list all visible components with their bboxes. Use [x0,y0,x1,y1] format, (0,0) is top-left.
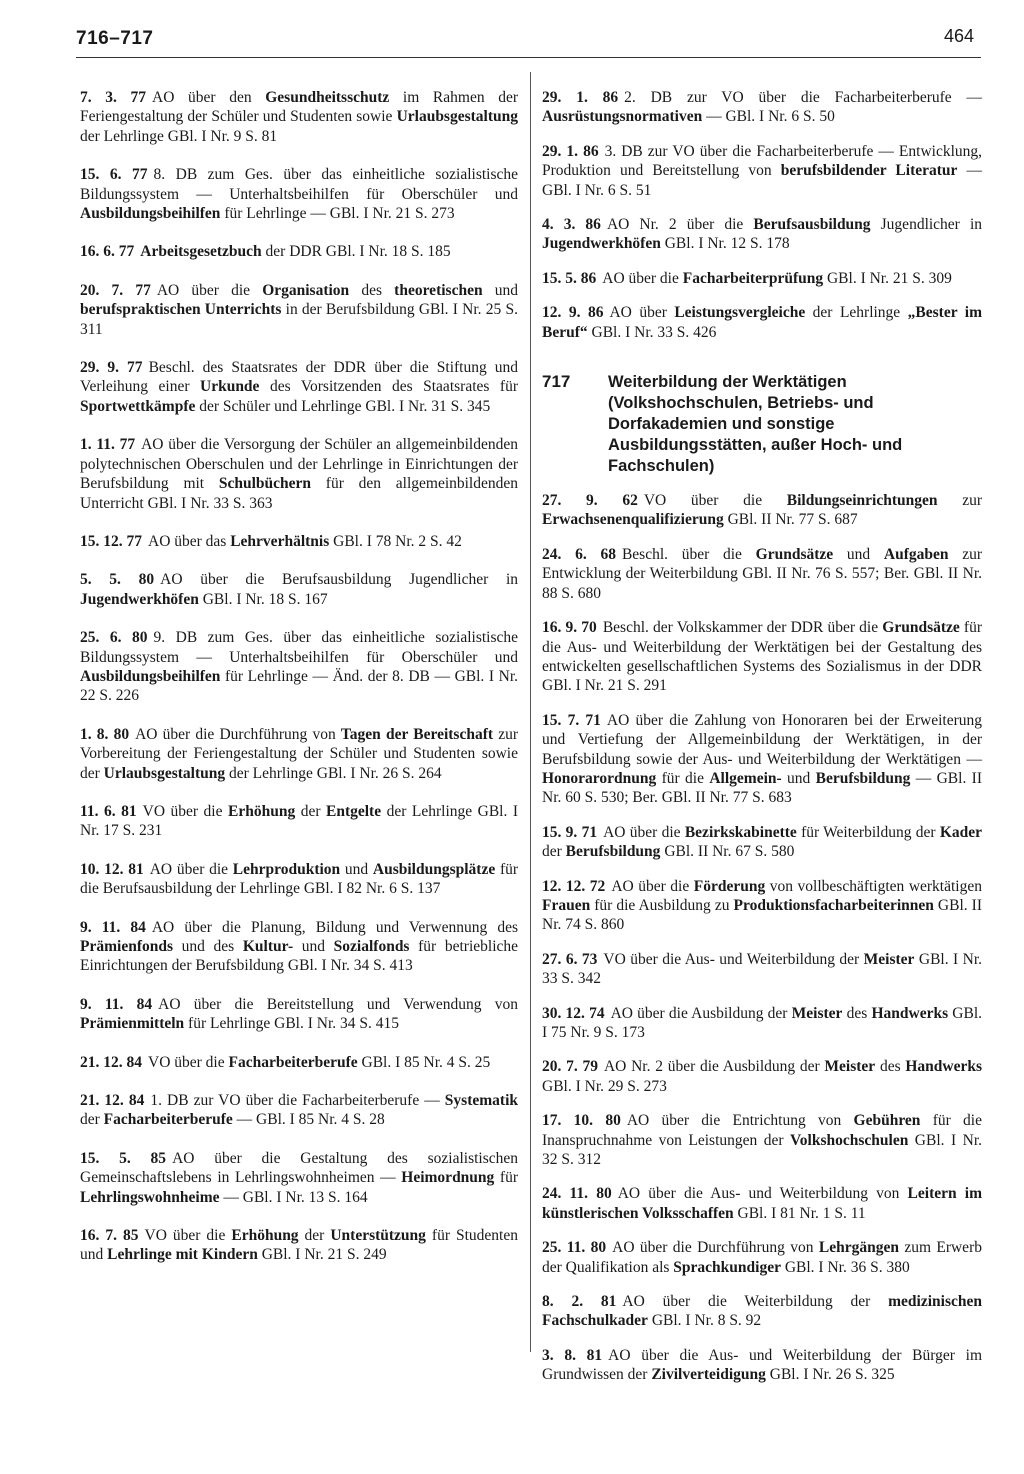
entry-text: AO über die Aus- und Weiterbildung der Bürger im Grundwissen der [542,1346,982,1384]
entry-keyword: Ausrüstungsnormativen [542,108,703,126]
entry-text: GBl. I Nr. 21 S. 249 [257,1246,387,1264]
entry-text: Jugendlicher in [870,216,982,234]
entry-text: 1. DB zur VO über die Facharbeiterberufe — [150,1092,445,1110]
law-entry [80,242,518,261]
entry-date: 24. 6. 68 [542,545,616,563]
entry-text: AO über den [152,89,266,106]
entry-text: VO über die [144,1227,232,1245]
entry-keyword: Lehrgängen [818,1239,899,1257]
entry-text: GBl. II Nr. 67 S. 580 [660,843,795,861]
entry-keyword: Jugendwerkhöfen [542,235,661,253]
entry-keyword: Berufsbildung [565,843,661,861]
entry-keyword: Grundsätze [882,619,960,637]
entry-text: und [833,545,884,563]
entry-text: AO über die Berufsausbildung Jugendlicher in [160,571,519,589]
entry-text: für [494,1169,519,1187]
entry-keyword: Meister [824,1058,876,1076]
entry-keyword: Aufgaben [883,545,949,563]
right-column [542,88,982,1400]
law-entry [80,1091,518,1130]
right-column-entries-bottom [542,491,982,1385]
entry-date: 16. 6. 77 [80,243,135,261]
law-entry [542,1346,982,1385]
law-entry [542,88,982,127]
entry-text: AO über die Versorgung der Schüler an allgemeinbildenden polytechnischen Oberschulen und der Lehrlinge in Einrichtungen der Berufsbildung mit [80,436,518,493]
entry-text: und [293,938,334,955]
law-entry [80,1053,518,1072]
entry-keyword: Kader [939,823,983,841]
entry-keyword: Lehrlinge mit Kindern [107,1246,258,1264]
law-entry [80,802,518,841]
law-entry [80,725,518,783]
law-entry [542,1292,982,1331]
entry-text: AO über die Planung, Bildung und Verwennung des [151,918,518,936]
entry-text: 9. DB zum Ges. über das einheitliche sozialistische Bildungssystem — Unterhaltsbeihilfen für Oberschüler und [80,629,519,666]
entry-text: für Lehrlinge — GBl. I Nr. 21 S. 273 [220,205,455,223]
entry-keyword: Berufsbildung [815,769,911,787]
entry-date: 29. 1. 86 [542,89,619,106]
law-entry [80,281,518,339]
entry-keyword: Facharbeiterprüfung [682,269,824,287]
entry-date: 20. 7. 77 [80,281,151,299]
entry-keyword: Leitern im künstlerischen Volksschaffen [542,1185,982,1222]
law-entry [80,628,518,706]
entry-date: 10. 12. 81 [80,860,144,878]
entry-text: der [295,802,326,820]
entry-text: zum Erwerb der Qualifikation als [542,1239,982,1276]
entry-text: GBl. I Nr. 26 S. 325 [765,1366,895,1384]
law-entry [80,1226,518,1265]
entry-keyword: Schulbüchern [218,475,312,493]
entry-text: Beschl. der Volkskammer der DDR über die [602,619,883,637]
entry-keyword: berufsbildender Literatur [780,162,958,180]
entry-keyword: Sprachkundiger [673,1258,781,1276]
section-heading [542,372,982,477]
law-entry [542,1238,982,1277]
entry-date: 27. 9. 62 [542,492,638,510]
entry-keyword: Ausbildungsbeihilfen [80,667,221,685]
entry-text: zur Entwicklung der Weiterbildung GBl. II Nr. 76 S. 557; Ber. GBl. II Nr. 88 S. 680 [542,545,983,602]
entry-text: für die Inanspruchnahme von Leistungen der [542,1112,982,1149]
law-entry [542,303,982,342]
section-number: 717 [542,372,571,392]
entry-text: AO über die [149,860,233,878]
entry-text: der [542,843,566,861]
entry-keyword: Handwerks [871,1004,949,1022]
entry-date: 3. 8. 81 [542,1346,603,1364]
law-entry [80,570,518,609]
entry-text: — GBl. I 85 Nr. 4 S. 28 [232,1111,385,1129]
entry-text: — GBl. I Nr. 13 S. 164 [219,1188,368,1206]
entry-keyword: Sozialfonds [333,938,410,955]
entry-date: 15. 12. 77 [80,532,142,550]
entry-keyword: Berufsausbildung [753,216,871,234]
entry-keyword: Lehrlingswohnheime [80,1188,220,1206]
entry-text: 2. DB zur VO über die Facharbeiterberufe — [624,89,982,106]
entry-keyword: Allgemein- [709,769,782,787]
entry-keyword: Honorarordnung [542,769,657,787]
entry-date: 9. 11. 84 [80,995,153,1013]
entry-date: 25. 11. 80 [542,1239,607,1257]
entry-text: der [80,1111,104,1129]
entry-text: GBl. I Nr. 33 S. 426 [587,323,717,341]
law-entry [542,877,982,935]
entry-keyword: Kultur- [242,938,294,955]
entry-text: 8. DB zum Ges. über das einheitliche sozialistische Bildungssystem — Unterhaltsbeihilfen für Oberschüler und [80,166,519,203]
entry-text: AO Nr. 2 über die Ausbildung der [603,1058,825,1076]
column-divider [530,72,531,1352]
entry-keyword: Lehrproduktion [232,860,341,878]
entry-date: 24. 11. 80 [542,1185,612,1203]
entry-text: — GBl. I Nr. 6 S. 50 [702,108,835,126]
entry-text: VO über die [643,492,787,510]
entry-text: der [298,1227,331,1245]
entry-date: 21. 12. 84 [80,1053,142,1071]
law-entry [542,711,982,808]
entry-keyword: Volkshochschulen [790,1131,909,1149]
entry-text: Beschl. des Staatsrates der DDR über die Stiftung und Verleihung einer [80,359,519,396]
entry-date: 25. 6. 80 [80,629,148,647]
entry-text: GBl. I 81 Nr. 1 S. 11 [733,1204,866,1222]
entry-text: AO über die [603,823,685,841]
law-entry [542,1004,982,1043]
entry-date: 12. 9. 86 [542,304,604,322]
entry-keyword: Entgelte [325,802,382,820]
entry-keyword: Ausbildungsbeihilfen [80,205,221,223]
entry-date: 29. 9. 77 [80,359,143,377]
entry-date: 1. 11. 77 [80,436,136,454]
entry-keyword: Produktionsfacharbeiterinnen [733,896,934,914]
entry-date: 29. 1. 86 [542,142,599,160]
entry-keyword: Unterstützung [330,1227,426,1245]
entry-date: 20. 7. 79 [542,1058,598,1076]
entry-text: AO über die [156,281,263,299]
law-entry [80,1149,518,1207]
entry-date: 15. 5. 85 [80,1149,167,1167]
entry-keyword: Prämienmitteln [80,1015,185,1033]
entry-keyword: Leistungsvergleiche [674,304,806,322]
entry-text: von vollbeschäftigten werktätigen [765,877,982,895]
entry-keyword: Gesundheitsschutz [265,89,390,106]
entry-text: GBl. II Nr. 77 S. 687 [723,511,858,529]
entry-text: GBl. I Nr. 29 S. 273 [542,1077,667,1095]
left-column [80,88,518,1284]
header-rule [76,57,981,58]
entry-text: und [781,769,816,787]
entry-date: 9. 11. 84 [80,918,146,936]
entry-text: für Lehrlinge — Änd. der 8. DB — GBl. I Nr. 22 S. 226 [80,667,518,705]
law-entry [542,823,982,862]
page-range-header: 716–717 [76,28,154,49]
law-entry [542,269,982,288]
entry-text: des [842,1004,872,1022]
entry-keyword: Meister [791,1004,843,1022]
entry-text: AO über die Ausbildung der [610,1004,792,1022]
entry-text: der Lehrlinge GBl. I Nr. 9 S. 81 [80,127,278,145]
law-entry [542,491,982,530]
entry-keyword: Meister [863,950,915,968]
entry-text: GBl. I 85 Nr. 4 S. 25 [357,1053,491,1071]
section-title: Weiterbildung der Werktätigen (Volkshochschulen, Betriebs- und Dorfakademien und sonstige Ausbildungsstätten, außer Hoch- und Fachschulen) [608,373,903,476]
entry-text: zur [937,492,982,510]
entry-date: 12. 12. 72 [542,877,606,895]
entry-date: 16. 9. 70 [542,619,597,637]
entry-keyword: Erhöhung [228,802,296,820]
entry-keyword: Frauen [542,896,591,914]
entry-keyword: berufspraktischen Unterrichts [80,301,282,319]
entry-text: der DDR GBl. I Nr. 18 S. 185 [261,243,451,261]
entry-text: AO über die Zahlung von Honoraren bei der Erweiterung und Vertiefung der Allgemeinbildung der Werktätigen, in der Berufsbildung sowie der Aus- und Weiterbildung der Werktätigen — [542,711,982,768]
entry-keyword: Erwachsenenqualifizierung [542,511,724,529]
entry-text: GBl. I Nr. 32 S. 312 [542,1131,983,1169]
entry-text: für Weiterbildung der [796,823,940,841]
entry-text: für die [656,769,710,787]
law-entry [542,950,982,989]
entry-text: für die Aus- und Weiterbildung der Werktätigen bei der Gestaltung des entwickelten gesellschaftlichen Systems des Sozialismus in der DDR GBl. I Nr. 21 S. 291 [542,619,983,695]
entry-date: 7. 3. 77 [80,89,147,106]
law-entry [542,142,982,200]
entry-text: — GBl. I Nr. 6 S. 51 [542,162,983,199]
entry-date: 15. 9. 71 [542,823,598,841]
law-entry [542,1111,982,1169]
entry-text: des Vorsitzenden des Staatsrates für [259,378,518,396]
page-number: 464 [944,26,975,46]
entry-text: und [482,281,518,299]
entry-text: AO über die [611,877,694,895]
entry-keyword: Facharbeiterberufe [103,1111,233,1129]
law-entry [542,1057,982,1096]
entry-text: des [875,1058,906,1076]
entry-keyword: Bildungseinrichtungen [786,492,938,510]
law-entry [80,532,518,551]
law-entry [80,435,518,513]
entry-keyword: Arbeitsgesetzbuch [140,243,262,261]
entry-keyword: Gebühren [853,1112,921,1130]
entry-keyword: Zivilverteidigung [651,1366,766,1384]
entry-date: 8. 2. 81 [542,1293,617,1311]
entry-text: AO über die Durchführung von [612,1239,819,1257]
entry-text: und des [173,938,243,955]
entry-text: AO über die Gestaltung des sozialistischen Gemeinschaftslebens in Lehrlingswohnheimen — [80,1149,519,1187]
entry-keyword: Erhöhung [231,1227,299,1245]
entry-text: AO über die [602,269,683,287]
entry-date: 4. 3. 86 [542,216,601,234]
entry-text: für Lehrlinge GBl. I Nr. 34 S. 415 [184,1015,399,1033]
entry-text: 3. DB zur VO über die Facharbeiterberufe — Entwicklung, Produktion und Bereitstellung von [542,142,983,180]
entry-text: GBl. I Nr. 18 S. 167 [198,590,328,608]
entry-text: AO über das [148,532,231,550]
entry-keyword: Grundsätze [755,545,834,563]
entry-keyword: Jugendwerkhöfen [80,590,199,608]
entry-keyword: Organisation [262,281,350,299]
law-entry [80,918,518,976]
entry-text: AO über die Entrichtung von [626,1112,854,1130]
entry-text: AO über die Aus- und Weiterbildung von [617,1185,908,1203]
entry-text: GBl. I Nr. 36 S. 380 [780,1258,910,1276]
entry-date: 15. 5. 86 [542,269,597,287]
entry-text: der Lehrlinge GBl. I Nr. 17 S. 231 [80,802,518,840]
law-entry [80,860,518,899]
entry-text: in der Berufsbildung GBl. I Nr. 25 S. 311 [80,301,518,338]
entry-keyword: Facharbeiterberufe [228,1053,358,1071]
entry-text: — GBl. II Nr. 60 S. 530; Ber. GBl. II Nr. 77 S. 683 [542,769,982,807]
entry-date: 30. 12. 74 [542,1004,605,1022]
entry-date: 17. 10. 80 [542,1112,621,1130]
entry-text: VO über die [148,1053,229,1071]
entry-keyword: Lehrverhältnis [230,532,330,550]
entry-text: AO über [609,304,675,322]
entry-date: 15. 7. 71 [542,711,601,729]
entry-text: AO Nr. 2 über die [606,216,754,234]
entry-keyword: Urlaubsgestaltung [396,108,518,126]
entry-text: GBl. I Nr. 21 S. 309 [823,269,952,287]
entry-keyword: medizinischen Fachschulkader [542,1293,982,1330]
entry-keyword: Bezirkskabinette [684,823,797,841]
entry-keyword: „Bester im Beruf“ [542,304,983,341]
entry-text: für betriebliche Einrichtungen der Berufsbildung GBl. I Nr. 34 S. 413 [80,938,519,975]
entry-text: und [340,860,373,878]
entry-date: 27. 6. 73 [542,950,598,968]
entry-text: GBl. I Nr. 12 S. 178 [660,235,790,253]
law-entry [542,545,982,603]
entry-keyword: Systematik [444,1092,518,1110]
entry-date: 5. 5. 80 [80,571,155,589]
law-entry [542,618,982,696]
entry-date: 1. 8. 80 [80,725,130,743]
entry-keyword: Förderung [693,877,766,895]
law-entry [80,88,518,146]
entry-text: für die Ausbildung zu [590,896,734,914]
right-column-entries-top [542,88,982,342]
entry-text: zur Vorbereitung der Feriengestaltung der Schüler und Studenten sowie der [80,725,518,782]
entry-keyword: theoretischen [394,281,483,299]
law-entry [542,215,982,254]
law-entry [542,1184,982,1223]
entry-text: AO über die Weiterbildung der [622,1293,889,1311]
entry-text: VO über die Aus- und Weiterbildung der [603,950,864,968]
entry-text: Beschl. über die [621,545,756,563]
entry-text: GBl. I 78 Nr. 2 S. 42 [329,532,462,550]
entry-text: GBl. II Nr. 74 S. 860 [542,896,982,934]
entry-text: für den allgemeinbildenden Unterricht GBl. I Nr. 33 S. 363 [80,475,518,512]
entry-date: 15. 6. 77 [80,166,148,184]
entry-date: 21. 12. 84 [80,1092,145,1110]
entry-date: 16. 7. 85 [80,1227,139,1245]
entry-text: für die Berufsausbildung der Lehrlinge GBl. I 82 Nr. 6 S. 137 [80,860,519,898]
entry-keyword: Sportwettkämpfe [80,397,196,415]
entry-keyword: Urlaubsgestaltung [103,764,226,782]
entry-text: der Schüler und Lehrlinge GBl. I Nr. 31 S. 345 [195,397,491,415]
entry-text: für Studenten und [80,1227,518,1264]
law-entry [80,995,518,1034]
entry-text: der Lehrlinge [805,304,908,322]
entry-date: 11. 6. 81 [80,802,137,820]
entry-keyword: Prämienfonds [80,938,173,955]
entry-text: der Lehrlinge GBl. I Nr. 26 S. 264 [225,764,442,782]
entry-keyword: Handwerks [905,1058,982,1076]
entry-keyword: Ausbildungsplätze [372,860,496,878]
entry-text: VO über die [142,802,228,820]
entry-text: GBl. I 75 Nr. 9 S. 173 [542,1004,983,1041]
entry-text: GBl. I Nr. 8 S. 92 [647,1312,762,1330]
entry-text: AO über die Durchführung von [135,725,341,743]
law-entry [80,358,518,416]
entry-text: des [349,281,395,299]
entry-keyword: Heimordnung [401,1169,495,1187]
entry-keyword: Tagen der Bereitschaft [340,725,494,743]
entry-text: AO über die Bereitstellung und Verwendung von [158,995,518,1013]
law-entry [80,165,518,223]
entry-text: im Rahmen der Feriengestaltung der Schüler und Studenten sowie [80,89,518,126]
entry-keyword: Urkunde [200,378,260,396]
entry-text: GBl. I Nr. 33 S. 342 [542,950,983,988]
